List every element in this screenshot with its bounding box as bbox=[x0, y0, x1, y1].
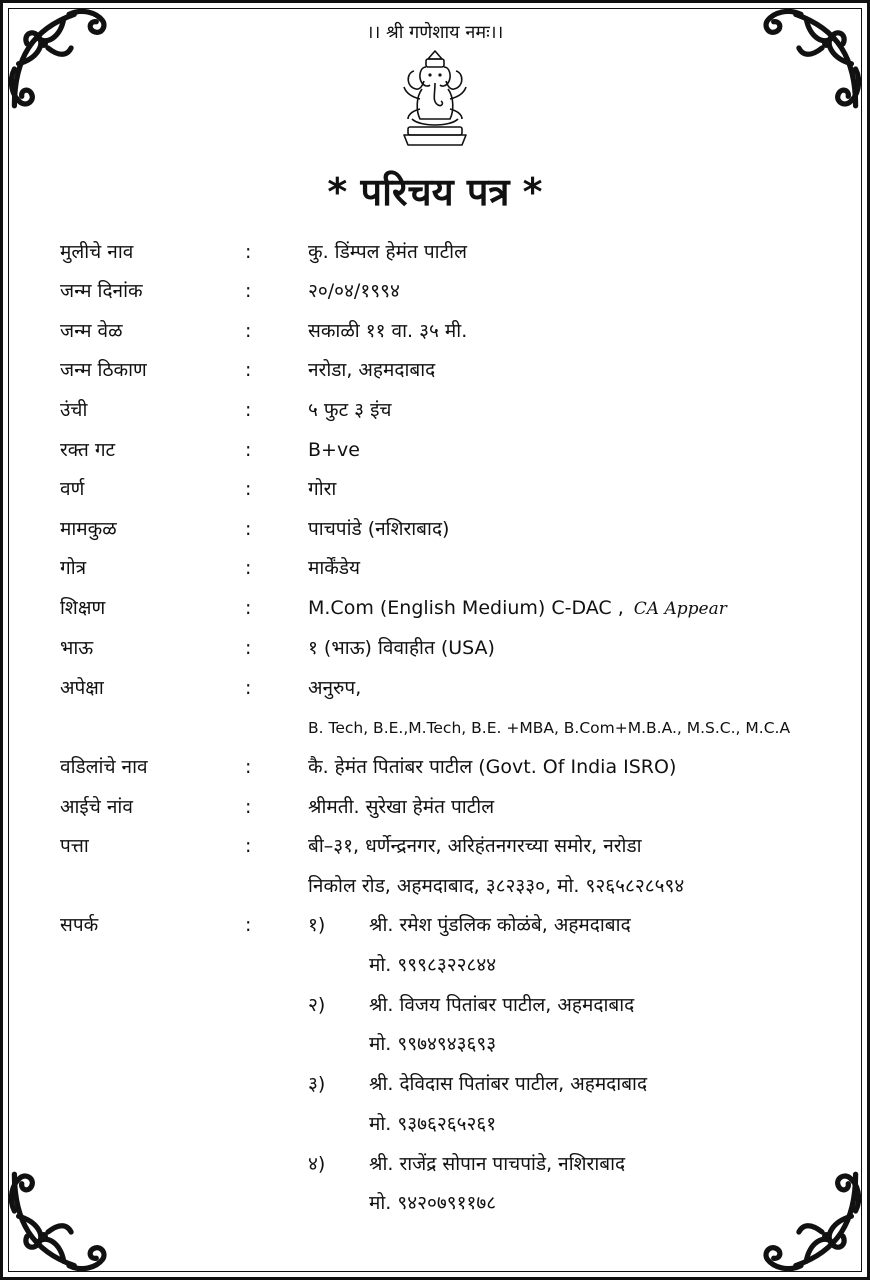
field-value: मार्केंडेय bbox=[308, 557, 361, 579]
field-label: उंची bbox=[60, 399, 88, 421]
field-value: कु. डिंम्पल हेमंत पाटील bbox=[308, 241, 467, 263]
field-label: गोत्र bbox=[60, 557, 87, 579]
contact-number: १) bbox=[308, 914, 326, 936]
field-colon: : bbox=[245, 320, 252, 342]
field-value: गोरा bbox=[308, 478, 337, 500]
field-label: वर्ण bbox=[60, 478, 85, 500]
field-colon: : bbox=[245, 637, 252, 659]
field-row-height bbox=[3, 395, 867, 425]
field-row-birth-place bbox=[3, 355, 867, 385]
contact-phone-row-2 bbox=[3, 1029, 867, 1059]
field-colon: : bbox=[245, 597, 252, 619]
field-row-address-continued bbox=[3, 871, 867, 901]
field-label: आईचे नांव bbox=[60, 796, 133, 818]
field-row-name bbox=[3, 237, 867, 267]
field-colon: : bbox=[245, 835, 252, 857]
field-label: जन्म दिनांक bbox=[60, 280, 143, 302]
field-row-expectation-continued bbox=[3, 713, 867, 743]
contact-phone: मो. ९९९८३२२८४४ bbox=[369, 954, 497, 976]
field-value: २०/०४/१९९४ bbox=[308, 280, 400, 302]
field-row-blood-group bbox=[3, 435, 867, 465]
education-handwritten-note: CA Appear bbox=[633, 599, 727, 619]
field-colon: : bbox=[245, 756, 252, 778]
contact-name: श्री. विजय पितांबर पाटील, अहमदाबाद bbox=[369, 994, 635, 1016]
contact-row-1 bbox=[3, 910, 867, 940]
contact-name: श्री. रमेश पुंडलिक कोळंबे, अहमदाबाद bbox=[369, 914, 631, 936]
field-label: भाऊ bbox=[60, 637, 94, 659]
field-colon: : bbox=[245, 557, 252, 579]
field-row-mother-name bbox=[3, 792, 867, 822]
ganesha-icon bbox=[390, 49, 480, 149]
field-value: सकाळी ११ वा. ३५ मी. bbox=[308, 320, 468, 342]
field-value: B+ve bbox=[308, 439, 360, 461]
contact-name: श्री. राजेंद्र सोपान पाचपांडे, नशिराबाद bbox=[369, 1153, 626, 1175]
field-value: नरोडा, अहमदाबाद bbox=[308, 359, 436, 381]
field-value: B. Tech, B.E.,M.Tech, B.E. +MBA, B.Com+M.B.A., M.S.C., M.C.A bbox=[308, 719, 791, 737]
field-row-expectation bbox=[3, 673, 867, 703]
education-text: M.Com (English Medium) C-DAC , bbox=[308, 597, 624, 619]
contact-phone: मो. ९४२०७९११७८ bbox=[369, 1192, 497, 1214]
field-row-birth-date bbox=[3, 276, 867, 306]
corner-ornament-bottom-right bbox=[759, 1169, 864, 1274]
field-colon: : bbox=[245, 796, 252, 818]
field-colon: : bbox=[245, 518, 252, 540]
field-label: पत्ता bbox=[60, 835, 89, 857]
field-row-birth-time bbox=[3, 316, 867, 346]
field-row-complexion bbox=[3, 474, 867, 504]
field-colon: : bbox=[245, 439, 252, 461]
contact-phone-row-4 bbox=[3, 1188, 867, 1218]
contact-phone-row-3 bbox=[3, 1109, 867, 1139]
field-colon: : bbox=[245, 399, 252, 421]
field-label: मुलीचे नाव bbox=[60, 241, 134, 263]
field-value bbox=[308, 593, 727, 624]
contact-row-2 bbox=[3, 990, 867, 1020]
contact-number: ४) bbox=[308, 1153, 326, 1175]
contact-colon: : bbox=[245, 914, 252, 936]
contact-number: ३) bbox=[308, 1073, 326, 1095]
corner-ornament-bottom-left bbox=[6, 1169, 111, 1274]
field-label: मामकुळ bbox=[60, 518, 117, 540]
field-value: ५ फुट ३ इंच bbox=[308, 399, 392, 421]
field-value: कै. हेमंत पितांबर पाटील (Govt. Of India ISRO) bbox=[308, 756, 677, 778]
field-colon: : bbox=[245, 280, 252, 302]
field-colon: : bbox=[245, 478, 252, 500]
field-row-address bbox=[3, 831, 867, 861]
field-label: अपेक्षा bbox=[60, 677, 104, 699]
field-label: रक्त गट bbox=[60, 439, 116, 461]
field-label: जन्म ठिकाण bbox=[60, 359, 147, 381]
contact-row-3 bbox=[3, 1069, 867, 1099]
contact-phone-row-1 bbox=[3, 950, 867, 980]
field-label: वडिलांचे नाव bbox=[60, 756, 148, 778]
page-title: * परिचय पत्र * bbox=[327, 170, 543, 214]
field-row-gotra bbox=[3, 553, 867, 583]
field-colon: : bbox=[245, 241, 252, 263]
field-row-maternal-family bbox=[3, 514, 867, 544]
field-value: श्रीमती. सुरेखा हेमंत पाटील bbox=[308, 796, 495, 818]
contact-phone: मो. ९३७६२६५२६१ bbox=[369, 1113, 497, 1135]
field-value: पाचपांडे (नशिराबाद) bbox=[308, 518, 450, 540]
field-colon: : bbox=[245, 359, 252, 381]
field-label: शिक्षण bbox=[60, 597, 106, 619]
contact-name: श्री. देविदास पितांबर पाटील, अहमदाबाद bbox=[369, 1073, 648, 1095]
contact-row-4 bbox=[3, 1149, 867, 1179]
contact-phone: मो. ९९७४९४३६९३ bbox=[369, 1033, 497, 1055]
field-row-education bbox=[3, 593, 867, 623]
field-value: बी–३१, धर्णेन्द्रनगर, अरिहंतनगरच्या समोर, नरोडा bbox=[308, 835, 642, 857]
field-row-brother bbox=[3, 633, 867, 663]
field-row-father-name bbox=[3, 752, 867, 782]
field-value: १ (भाऊ) विवाहीत (USA) bbox=[308, 637, 495, 659]
field-colon: : bbox=[245, 677, 252, 699]
invocation-text: ।। श्री गणेशाय नमः।। bbox=[366, 22, 504, 43]
contact-label: सपर्क bbox=[60, 914, 99, 936]
contact-number: २) bbox=[308, 994, 326, 1016]
field-label: जन्म वेळ bbox=[60, 320, 123, 342]
field-value: निकोल रोड, अहमदाबाद, ३८२३३०, मो. ९२६५८२८५९४ bbox=[308, 875, 685, 897]
field-value: अनुरुप, bbox=[308, 677, 362, 699]
